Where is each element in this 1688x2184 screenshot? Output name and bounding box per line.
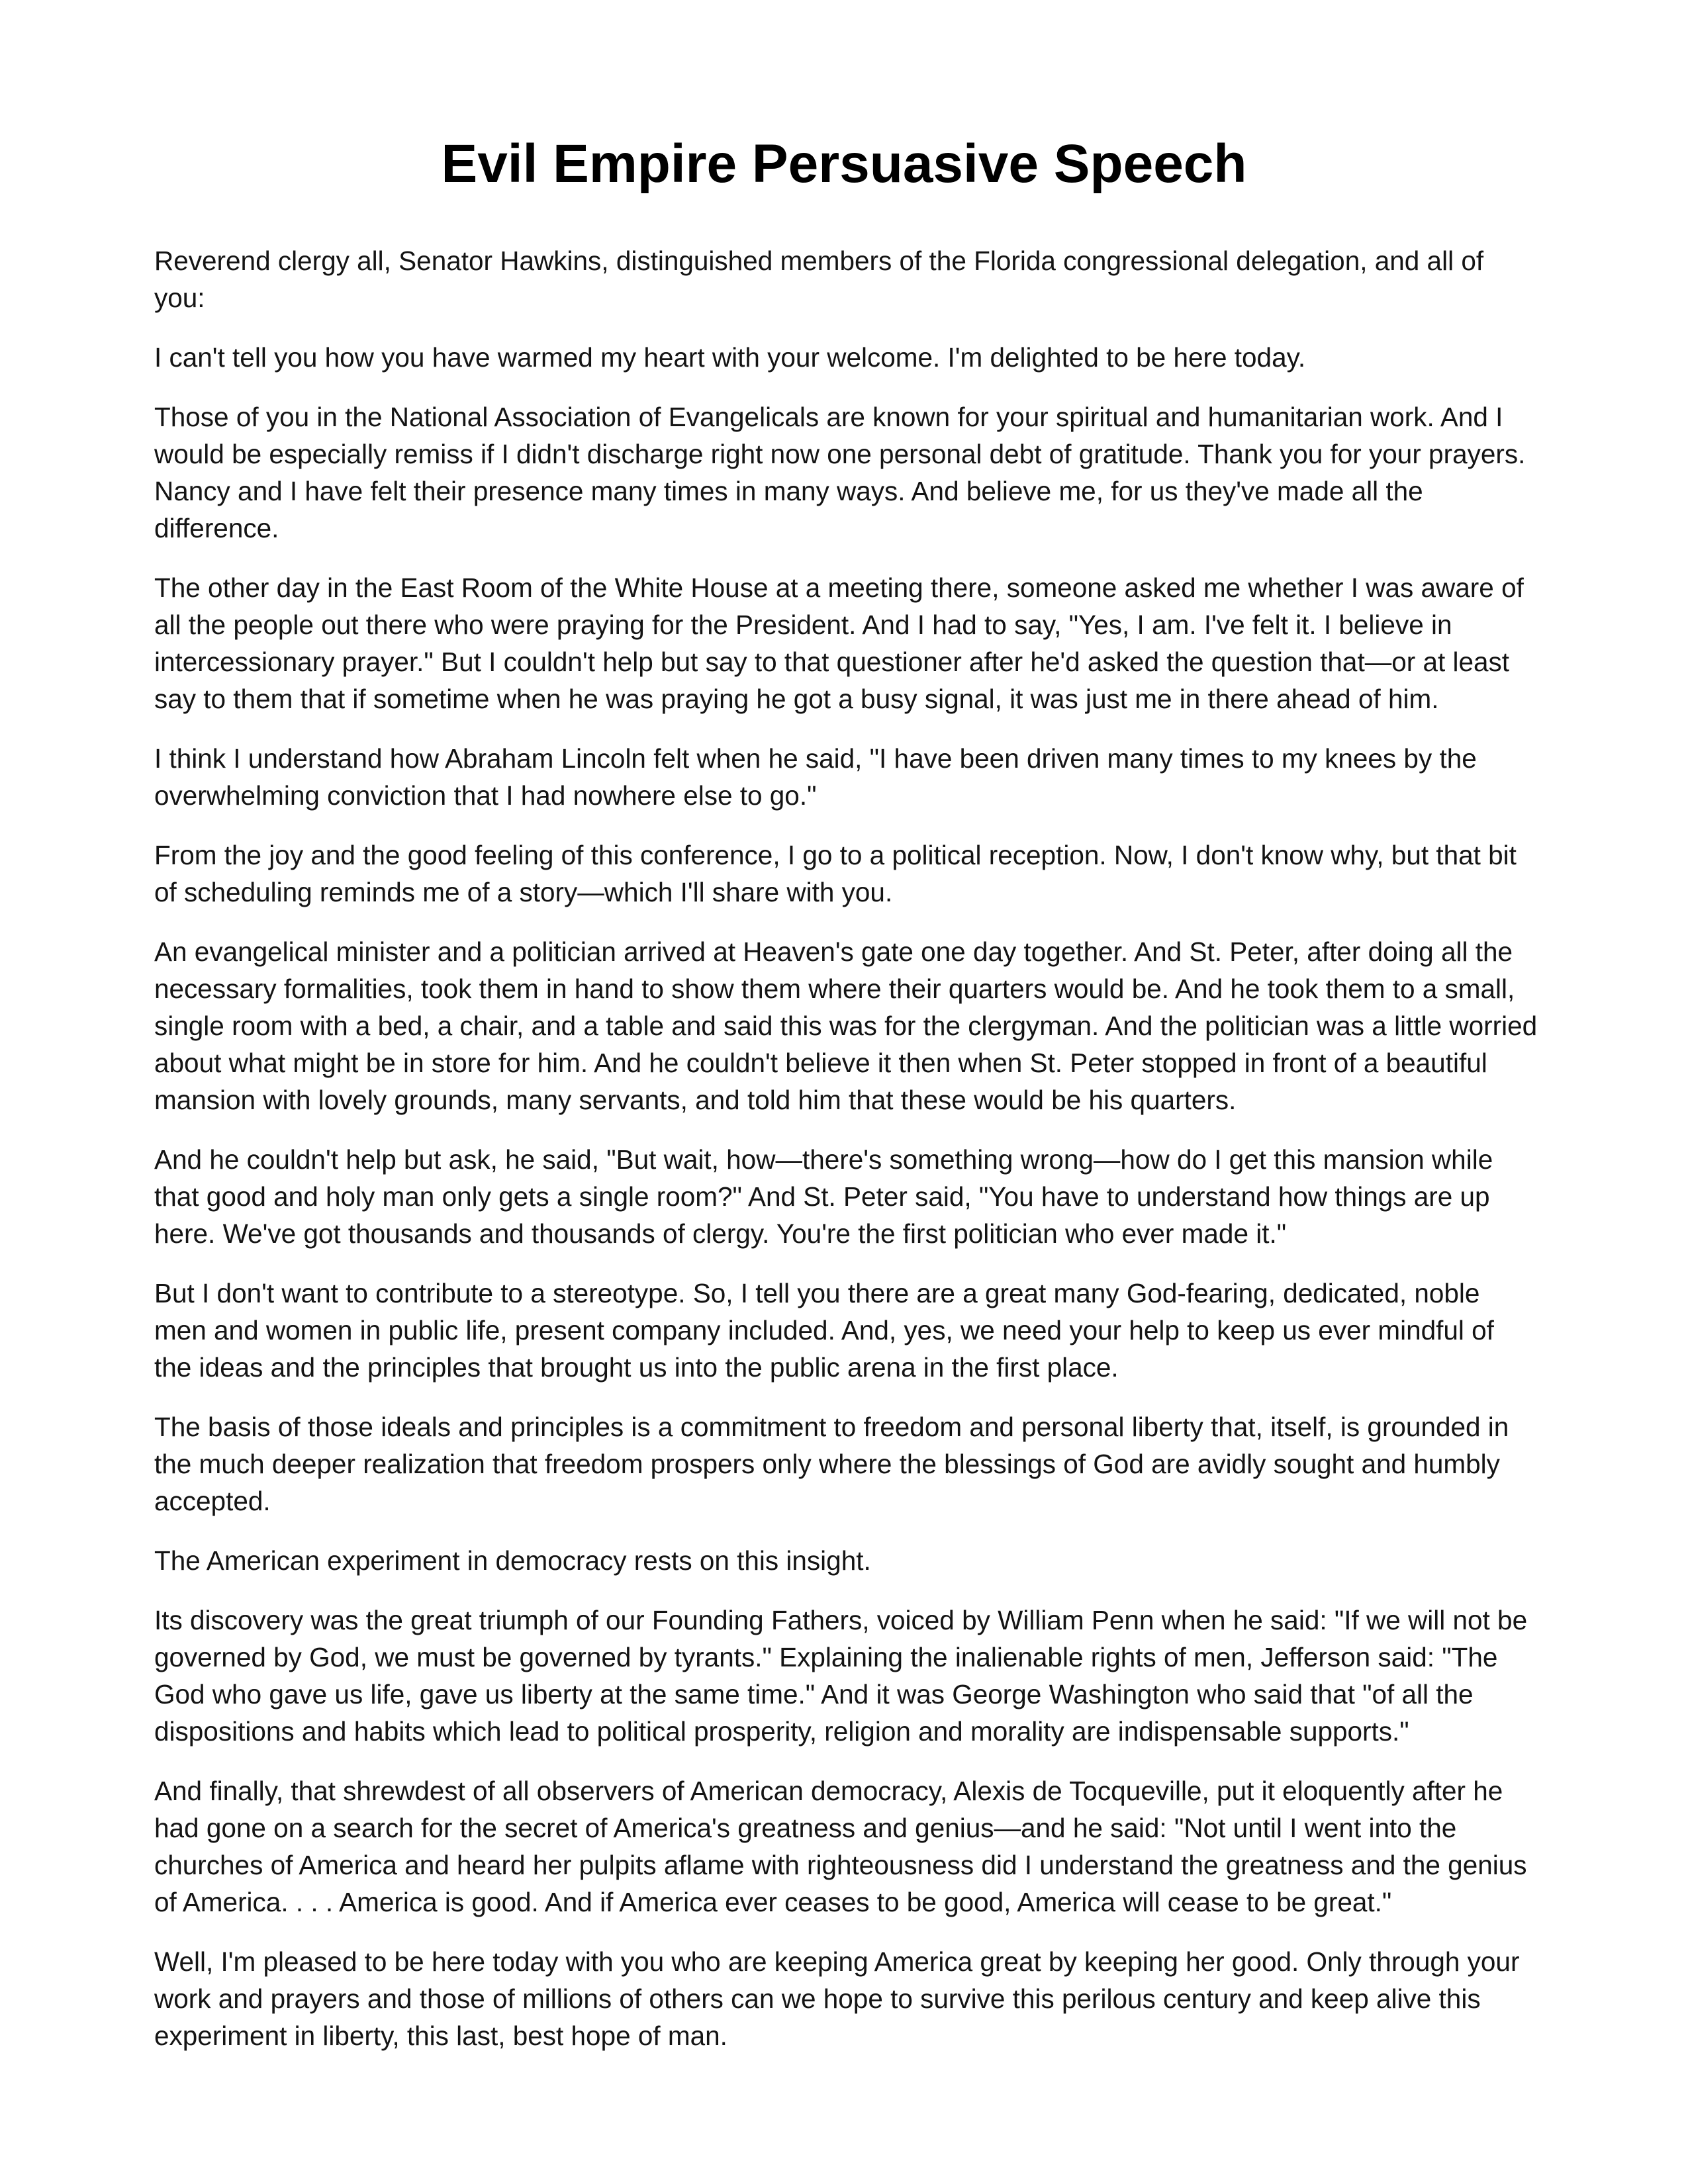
paragraph-11: The American experiment in democracy rests on this insight. (154, 1545, 871, 1576)
paragraph-7: An evangelical minister and a politician arrived at Heaven's gate one day together. And St. Peter, after doing all the necessary formalities, took them in hand to show them where their quarters would be. And he took them to a small, single room with a bed, a chair, and a table and said this was for the clergyman. And the politician was a little worried about what might be in store for him. And he couldn't believe it then when St. Peter stopped in front of a beautiful mansion with lovely grounds, many servants, and told him that these would be his quarters. (154, 936, 1538, 1115)
paragraph-4: The other day in the East Room of the White House at a meeting there, someone asked me whether I was aware of all the people out there who were praying for the President. And I had to say, "Yes, I am. I've felt it. I believe in intercessionary prayer." But I couldn't help but say to that questioner after he'd asked the question that—or at least say to them that if sometime when he was praying he got a busy signal, it was just me in there ahead of him. (154, 572, 1524, 714)
paragraph-3: Those of you in the National Association of Evangelicals are known for your spiritual and humanitarian work. And I would be especially remiss if I didn't discharge right now one personal debt of gratitude. Thank you for your prayers. Nancy and I have felt their presence many times in many ways. And believe me, for us they've made all the difference. (154, 402, 1526, 543)
paragraph-9: But I don't want to contribute to a stereotype. So, I tell you there are a great many God-fearing, dedicated, noble men and women in public life, present company included. And, yes, we need your help to keep us ever mindful of the ideas and the principles that brought us into the public arena in the first place. (154, 1278, 1494, 1383)
paragraph-5: I think I understand how Abraham Lincoln felt when he said, "I have been driven many times to my knees by the overwhelming conviction that I had nowhere else to go." (154, 743, 1477, 811)
paragraph-6: From the joy and the good feeling of this conference, I go to a political reception. Now, I don't know why, but that bit of scheduling reminds me of a story—which I'll share with you. (154, 840, 1517, 907)
paragraph-13: And finally, that shrewdest of all observers of American democracy, Alexis de Tocqueville, put it eloquently after he had gone on a search for the secret of America's greatness and genius—and he said: "Not until I went into the churches of America and heard her pulpits aflame with righteousness did I understand the greatness and the genius of America. . . . America is good. And if America ever ceases to be good, America will cease to be great." (154, 1776, 1527, 1917)
paragraph-14: Well, I'm pleased to be here today with you who are keeping America great by keeping her good. Only through your work and prayers and those of millions of others can we hope to survive this perilous century and keep alive this experiment in liberty, this last, best hope of man. (154, 1946, 1520, 2051)
document-title: Evil Empire Persuasive Speech (441, 134, 1247, 194)
paragraph-1: Reverend clergy all, Senator Hawkins, distinguished members of the Florida congressional delegation, and all of you: (154, 246, 1484, 313)
paragraph-12: Its discovery was the great triumph of our Founding Fathers, voiced by William Penn when he said: "If we will not be governed by God, we must be governed by tyrants." Explaining the inalienable rights of men, Jefferson said: "The God who gave us life, gave us liberty at the same time." And it was George Washington who said that "of all the dispositions and habits which lead to political prosperity, religion and morality are indispensable supports." (154, 1605, 1528, 1747)
paragraph-2: I can't tell you how you have warmed my heart with your welcome. I'm delighted to be here today. (154, 342, 1306, 373)
document-body (154, 242, 1538, 2077)
paragraph-10: The basis of those ideals and principles is a commitment to freedom and personal liberty that, itself, is grounded in the much deeper realization that freedom prospers only where the blessings of God are avidly sought and humbly accepted. (154, 1412, 1509, 1516)
paragraph-8: And he couldn't help but ask, he said, "But wait, how—there's something wrong—how do I get this mansion while that good and holy man only gets a single room?" And St. Peter said, "You have to understand how things are up here. We've got thousands and thousands of clergy. You're the first politician who ever made it." (154, 1144, 1493, 1249)
